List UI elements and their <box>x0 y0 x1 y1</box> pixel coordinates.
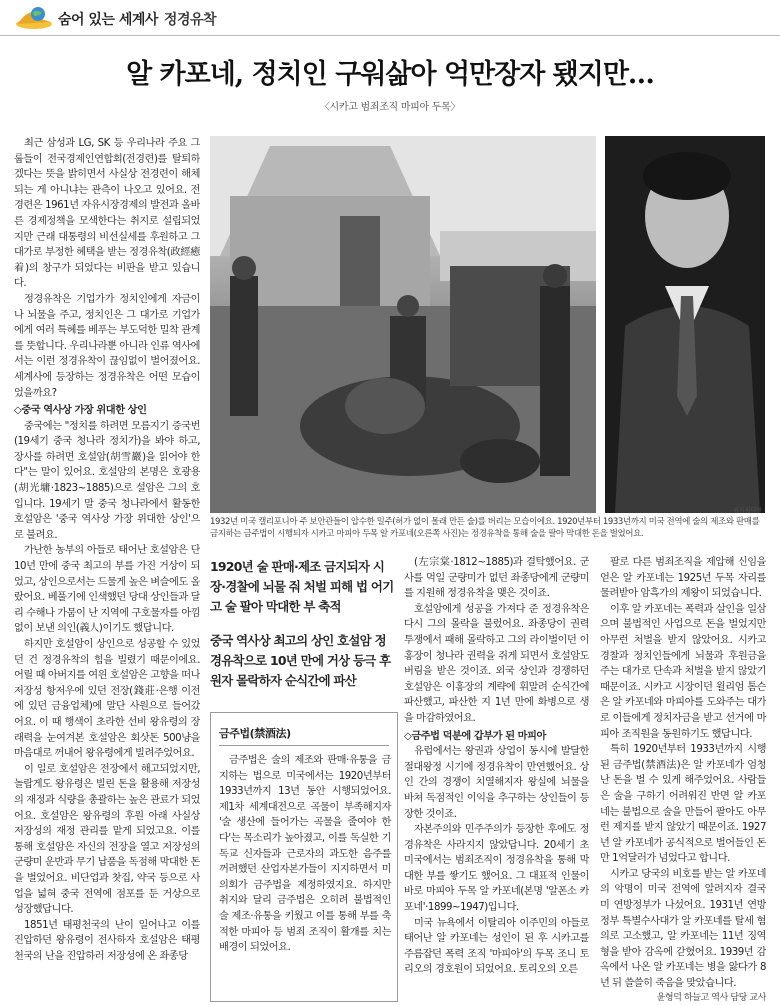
headline-caption: 〈시카고 범죄조직 마피아 두목〉 <box>319 102 461 113</box>
headline: 알 카포네, 정치인 구워삶아 억만장자 됐지만… <box>126 59 654 90</box>
article-column-1 <box>14 136 200 1002</box>
author-signature: 윤형덕 하늘고 역사 담당 교사 <box>656 993 766 1003</box>
sidebar-divider <box>219 745 389 746</box>
warehouse-scene-illustration <box>210 136 596 513</box>
section-subhead: ◇중국 역사상 가장 위대한 상인 <box>14 405 147 417</box>
article-column-4 <box>600 555 766 1002</box>
photo-caption: 1932년 미국 캘리포니아 주 보안관들이 압수한 밀주(허가 없이 몰래 만든 술)를 버리는 모습이에요. 1920년부터 1933년까지 미국 전역에 술의 제조와 판매를 금지하는 금주법이 시행되자 시카고 마피아 두목 알 카포네(오른쪽 사진)는 정경유착을 통해 술을 팔아 막대한 돈을 벌었어요. <box>210 517 760 539</box>
paragraph: 팔로 다른 범죄조직을 제압해 신임을 얻은 알 카포네는 1925년 두목 자리를 물려받아 암흑가의 제왕이 되었습니다. <box>600 557 766 600</box>
sidebar-title: 금주법(禁酒法) <box>219 727 291 740</box>
paragraph: 이 일로 호설암은 전장에서 해고되었지만, 놀랍게도 왕유령은 빌린 돈을 활용해 저장성의 재정과 식량을 총괄하는 높은 관료가 되었어요. 호설암은 왕유령의 후원 아래 사실상 저장성의 재정 관리를 맡게 되었고요. 이를 통해 호설암은 자신의 전장을 열고 저장성의 군량미 운반과 무기 납품을 독점해 막대한 돈을 벌었어요. 비단업과 찻집, 약국 등으로 사업을 넓혀 중국 전역에 점포를 둔 거상으로 성장했답니다. <box>14 763 200 916</box>
paragraph: 가난한 농부의 아들로 태어난 호설암은 단 10년 만에 중국 최고의 부를 가진 거상이 되었고, 상인으로서는 드물게 높은 벼슬에도 올랐어요. 베풀기에 인색했던 당대 상인들과 달리 수해나 가뭄이 난 지역에 구호물자를 아낌없이 보낸 의인(義人)이기도 했답니다. <box>14 545 200 635</box>
paragraph: 자본주의와 민주주의가 등장한 후에도 정경유착은 사라지지 않았답니다. 20세기 초 미국에서는 범죄조직이 정경유착을 통해 막대한 부를 쌓기도 했어요. 그 대표적 인물이 바로 마피아 두목 알 카포네(본명 '알폰소 카포네'·1899~1947)입니다. <box>404 824 589 914</box>
subheadline-2: 중국 역사상 최고의 상인 호설암 정경유착으로 10년 만에 거상 등극 후원자 몰락하자 순식간에 파산 <box>210 633 391 688</box>
al-capone-portrait-photo <box>605 136 765 513</box>
subheadline-1: 1920년 술 판매·제조 금지되자 시장·경찰에 뇌물 줘 처벌 피해 법 어기고 술 팔아 막대한 부 축적 <box>210 559 394 614</box>
paragraph: 하지만 호설암이 상인으로 성공할 수 있었던 건 정경유착의 힘을 빌렸기 때문이에요. 어릴 때 아버지를 여읜 호설암은 고향을 떠나 저장성 항저우에 있던 전장(錢莊·은행 이전에 있던 금융업체)에 말단 사원으로 들어갔어요. 이 때 행색이 초라한 선비 왕유령의 장래력을 눈여겨본 호설암은 회삿돈 500냥을 마음대로 꺼내어 왕유령에게 빌려주었어요. <box>14 639 200 760</box>
article-column-3 <box>404 555 589 1002</box>
paragraph: 최근 삼성과 LG, SK 등 우리나라 주요 그룹들이 전국경제인연합회(전경련)를 탈퇴하겠다는 뜻을 밝히면서 사실상 전경련이 해체되는 게 아니냐는 관측이 나오고 있어요. 전경련은 1961년 자유시장경제의 발전과 올바른 경제정책을 모색한다는 취지로 설립되었지만 근래 대통령의 비선실세를 후원하고 그 대가로 부정한 혜택을 받는 정경유착(政經癒着)의 창구가 되었다는 비판을 받고 있습니다. <box>14 138 200 290</box>
sidebar-paragraph: 금주법은 술의 제조와 판매·유통을 금지하는 법으로 미국에서는 1920년부터 1933년까지 13년 동안 시행되었어요. 제1차 세계대전으로 곡물이 부족해지자 '술 생산에 들어가는 곡물을 줄여야 한다'는 목소리가 높아졌고, 이를 독실한 기독교 신자들과 근로자의 과도한 음주를 꺼려했던 산업자본가들이 지지하면서 미 의회가 금주법을 제정하였지요. 하지만 취지와 달리 금주법은 오히려 불법적인 술 제조·유통을 키웠고 이를 통해 부를 축적한 마피아 등 범죄 조직이 활개를 치는 배경이 되었어요. <box>219 755 391 954</box>
paragraph: 이후 알 카포네는 폭력과 살인을 일삼으며 불법적인 사업으로 돈을 벌었지만 아무런 처벌을 받지 않았어요. 시카고 경찰과 정치인들에게 뇌물과 후원금을 주는 대가로 단속과 처벌을 받지 않았기 때문이죠. 시카고 시장이던 윌리엄 톰슨은 알 카포네와 마피아를 도와주는 대가로 이들에게 정치자금을 받고 선거에 마피아 조직원을 동원하기도 했답니다. <box>600 603 766 740</box>
sidebar-body <box>219 753 391 956</box>
paragraph: 호설암에게 성공을 가져다 준 정경유착은 다시 그의 몰락을 불렀어요. 좌종당이 권력 투쟁에서 패해 몰락하고 그의 라이벌이던 이홍장이 청나라 권력을 쥐게 되면서 호설암도 버림을 받은 것이죠. 외국 상인과 경쟁하던 호설암은 이홍장의 계략에 휘말려 순식간에 파산했고, 파산한 지 1년 만에 화병으로 생을 마감하였어요. <box>404 603 589 724</box>
portrait-silhouette-illustration <box>605 136 765 513</box>
paragraph: 1851년 태평천국의 난이 일어나고 이를 진압하던 왕유령이 전사하자 호설암은 태평천국의 난을 진압하러 저장성에 온 좌종당 <box>14 919 200 962</box>
paragraph: 중국에는 "정치를 하려면 모름지기 증국번(19세기 중국 청나라 정치가)을 봐야 하고, 장사를 하려면 호설암(胡雪巖)을 읽어야 한다"는 말이 있어요. 호설암의 본명은 호광용(胡光墉·1823~1885)으로 설암은 그의 호입니다. 19세기 말 중국 청나라에서 활동한 호설암은 '중국 역사상 가장 위대한 상인'으로 불려요. <box>14 420 200 541</box>
series-subtitle: 정경유착 <box>163 12 217 28</box>
subheadlines <box>210 557 394 705</box>
paragraph: 시카고 당국의 비호를 받는 알 카포네의 악명이 미국 전역에 알려지자 결국 미 연방정부가 나섰어요. 1931년 연방정부 특별수사대가 알 카포네를 탈세 혐의로 고소했고, 알 카포네는 11년 징역형을 받아 감옥에 갇혔어요. 1939년 감옥에서 나온 알 카포네는 병을 앓다가 8년 뒤 쓸쓸히 죽음을 맞았습니다. <box>600 868 766 990</box>
paragraph: 미국 뉴욕에서 이탈리아 이주민의 아들로 태어난 알 카포네는 성인이 된 후 시카고를 주름잡던 폭력 조직 '마피아'의 두목 조니 토리오의 경호원이 되었어요. 토리오의 오른 <box>404 917 589 976</box>
photo-credit: 위키피디아 <box>733 507 762 514</box>
section-header <box>0 0 780 36</box>
section-subhead: ◇금주법 덕분에 갑부가 된 마피아 <box>404 730 546 742</box>
paragraph: 정경유착은 기업가가 정치인에게 자금이나 뇌물을 주고, 정치인은 그 대가로 기업가에게 여러 특혜를 베푸는 부도덕한 밀착 관계를 뜻합니다. 우리나라뿐 아니라 인류 역사에서는 이런 정경유착이 끊임없이 벌어졌어요. 세계사에 등장하는 정경유착은 어떤 모습이었을까요? <box>14 293 200 399</box>
paragraph: (左宗棠·1812~1885)과 결탁했어요. 군사를 먹일 군량미가 없던 좌종당에게 군량미를 지원해 정경유착을 맺은 것이죠. <box>404 557 589 600</box>
paragraph: 유럽에서는 왕권과 상업이 동시에 발달한 절대왕정 시기에 정경유착이 만연했어요. 상인 간의 경쟁이 치열해지자 왕실에 뇌물을 바쳐 독점적인 이익을 추구하는 상인들이 등장한 것이죠. <box>404 746 589 820</box>
sidebar-box <box>210 712 398 1002</box>
globe-book-icon <box>14 4 54 30</box>
paragraph: 특히 1920년부터 1933년까지 시행된 금주법(禁酒法)은 알 카포네가 엄청난 돈을 벌 수 있게 해주었어요. 사람들은 술을 구하기 어려워진 반면 알 카포네는 불법으로 술을 만들어 팔아도 아무런 제지를 받지 않았기 때문이죠. 1927년 알 카포네가 공식적으로 벌어들인 돈만 1억달러가 넘었다고 합니다. <box>600 744 766 865</box>
bootleg-liquor-photo <box>210 136 596 513</box>
series-title: 숨어 있는 세계사 정경유착 <box>58 12 217 28</box>
